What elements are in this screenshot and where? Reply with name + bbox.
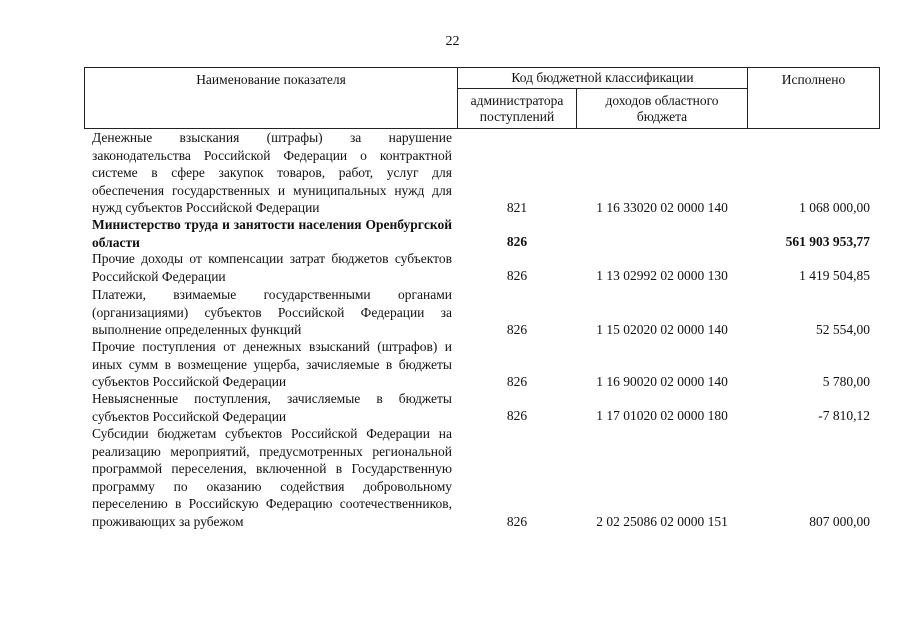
row-executed: -7 810,12: [818, 408, 870, 423]
row-admin-code: 826: [506, 514, 528, 529]
row-admin-code: 821: [506, 200, 528, 215]
row-executed: 1 419 504,85: [799, 268, 870, 283]
row-executed: 807 000,00: [809, 514, 870, 529]
row-name: Прочие доходы от компенсации затрат бюджетов субъектов Российской Федерации: [92, 251, 452, 284]
header-income: доходов областного бюджета: [605, 93, 719, 124]
row-income-code: 1 13 02992 02 0000 130: [596, 268, 728, 283]
row-name: Субсидии бюджетам субъектов Российской Федерации на реализацию мероприятий, предусмотренных региональной программой переселения, включенной в Государственную программу по оказанию содействия добровольному переселению в Российскую Федерацию соотечественников, проживающих за рубежом: [92, 426, 452, 529]
table-row: [0, 129, 905, 218]
table-row: [0, 425, 905, 535]
header-admin: администратора поступлений: [470, 93, 564, 124]
row-admin-code: 826: [506, 268, 528, 283]
row-name: Невыясненные поступления, зачисляемые в бюджеты субъектов Российской Федерации: [92, 391, 452, 424]
header-executed-cell: [747, 67, 880, 129]
row-admin-code: 826: [506, 234, 528, 249]
row-executed: 52 554,00: [816, 322, 870, 337]
row-name: Министерство труда и занятости населения Оренбургской области: [92, 217, 452, 250]
header-executed: Исполнено: [781, 72, 846, 87]
row-admin-code: 826: [506, 322, 528, 337]
header-budget-code: Код бюджетной классификации: [511, 70, 694, 85]
table-row: [0, 286, 905, 339]
row-admin-code: 826: [506, 374, 528, 389]
header-admin-cell: [457, 88, 577, 129]
row-income-code: 1 17 01020 02 0000 180: [596, 408, 728, 423]
row-executed: 5 780,00: [822, 374, 870, 389]
header-name: Наименование показателя: [196, 72, 346, 87]
row-executed: 561 903 953,77: [785, 234, 870, 249]
row-executed: 1 068 000,00: [799, 200, 870, 215]
row-income-code: 1 15 02020 02 0000 140: [596, 322, 728, 337]
row-name: Прочие поступления от денежных взысканий (штрафов) и иных сумм в возмещение ущерба, зачисляемые в бюджеты субъектов Российской Федерации: [92, 339, 452, 390]
table-row: [0, 390, 905, 426]
row-income-code: 1 16 90020 02 0000 140: [596, 374, 728, 389]
header-name-cell: [84, 67, 458, 129]
row-name: Платежи, взимаемые государственными органами (организациями) субъектов Российской Федерации за выполнение определенных функций: [92, 287, 452, 338]
header-code-cell: [457, 67, 748, 89]
page-number: 22: [445, 34, 460, 49]
row-admin-code: 826: [506, 408, 528, 423]
header-income-cell: [576, 88, 748, 129]
row-income-code: 1 16 33020 02 0000 140: [596, 200, 728, 215]
row-name: Денежные взыскания (штрафы) за нарушение законодательства Российской Федерации о контрактной системе в сфере закупок товаров, работ, услуг для обеспечения государственных и муниципальных нужд для нужд субъектов Российской Федерации: [92, 130, 452, 216]
table-row: [0, 216, 905, 252]
table-row: [0, 250, 905, 286]
table-row: [0, 338, 905, 391]
row-income-code: 2 02 25086 02 0000 151: [596, 514, 728, 529]
